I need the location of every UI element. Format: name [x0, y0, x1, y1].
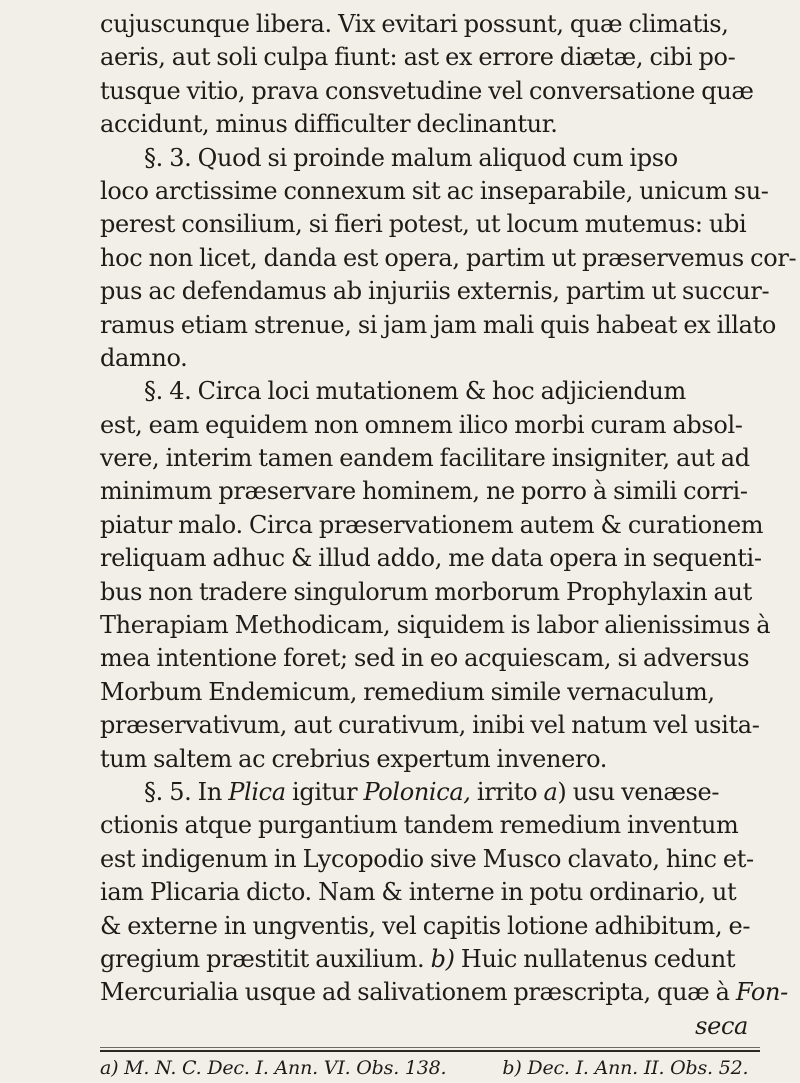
footnote-a: a) M. N. C. Dec. I. Ann. VI. Obs. 138. [100, 1057, 447, 1079]
plica-term: Plica [228, 777, 286, 806]
text-line: perest consilium, si fieri potest, ut locum mutemus: ubi [100, 210, 747, 239]
footnote-rule [100, 1050, 760, 1052]
text-line: Morbum Endemicum, remedium simile vernaculum, [100, 677, 715, 706]
footnote-b: b) Dec. I. Ann. II. Obs. 52. [502, 1057, 749, 1079]
text-line: tum saltem ac crebrius expertum invenero. [100, 744, 608, 773]
text-line: tusque vitio, prava consvetudine vel conversatione quæ [100, 76, 754, 105]
section-5-tail: irrito [470, 777, 544, 806]
text-line: ctionis atque purgantium tandem remedium inventum [100, 811, 739, 840]
text-line: vere, interim tamen eandem facilitare insigniter, aut ad [100, 444, 750, 473]
footnote-ref-a: a [543, 777, 558, 806]
fonseca-term: Fon- [735, 978, 788, 1007]
text-line [100, 943, 760, 976]
text-line: & externe in ungventis, vel capitis lotione adhibitum, e- [100, 911, 751, 940]
text-line: cujuscunque libera. Vix evitari possunt, quæ climatis, [100, 10, 729, 38]
text-segment: Mercurialia usque ad salivationem præscripta, quæ à [100, 978, 736, 1007]
text-line: minimum præservare hominem, ne porro à simili corri- [100, 477, 748, 506]
text-line: est, eam equidem non omnem ilico morbi curam absol- [100, 410, 743, 439]
text-segment: Huic nullatenus cedunt [454, 944, 736, 973]
text-line: aeris, aut soli culpa fiunt: ast ex errore diætæ, cibi po- [100, 43, 736, 72]
footnote-ref-b: b) [430, 944, 455, 973]
text-line: reliquam adhuc & illud addo, me data opera in sequenti- [100, 544, 762, 573]
catchword [100, 1010, 760, 1043]
text-line: mea intentione foret; sed in eo acquiescam, si adversus [100, 644, 750, 673]
section-5-lead: §. 5. In [144, 777, 229, 806]
text-line: loco arctissime connexum sit ac inseparabile, unicum su- [100, 176, 769, 205]
section-5-mid: igitur [285, 777, 364, 806]
section-3-heading-line: §. 3. Quod si proinde malum aliquod cum ipso [144, 143, 678, 172]
text-line: piatur malo. Circa præservationem autem & curationem [100, 510, 764, 539]
section-4-heading-line: §. 4. Circa loci mutationem & hoc adjiciendum [144, 377, 686, 406]
text-segment: gregium præstitit auxilium. [100, 944, 425, 973]
text-line: iam Plicaria dicto. Nam & interne in potu ordinario, ut [100, 878, 737, 907]
text-line: præservativum, aut curativum, inibi vel natum vel usita- [100, 711, 760, 740]
text-line: bus non tradere singulorum morborum Prophylaxin aut [100, 577, 752, 606]
catchword-text: seca [695, 1011, 748, 1040]
section-5-close: ) usu venæse- [557, 777, 720, 806]
text-line [100, 976, 788, 1009]
body-text [100, 8, 797, 1043]
text-line: ramus etiam strenue, si jam jam mali quis habeat ex illato [100, 310, 776, 339]
footnotes [100, 1056, 760, 1080]
text-line: hoc non licet, danda est opera, partim ut præservemus cor- [100, 243, 797, 272]
polonica-term: Polonica, [363, 777, 471, 806]
text-line: Therapiam Methodicam, siquidem is labor alienissimus à [100, 611, 771, 640]
text-line: damno. [100, 343, 188, 372]
section-5-heading-line [100, 776, 760, 809]
text-line: accidunt, minus difficulter declinantur. [100, 110, 558, 139]
text-line: est indigenum in Lycopodio sive Musco clavato, hinc et- [100, 844, 754, 873]
footnote-rule-thin [100, 1047, 760, 1048]
text-line: pus ac defendamus ab injuriis externis, partim ut succur- [100, 277, 770, 306]
